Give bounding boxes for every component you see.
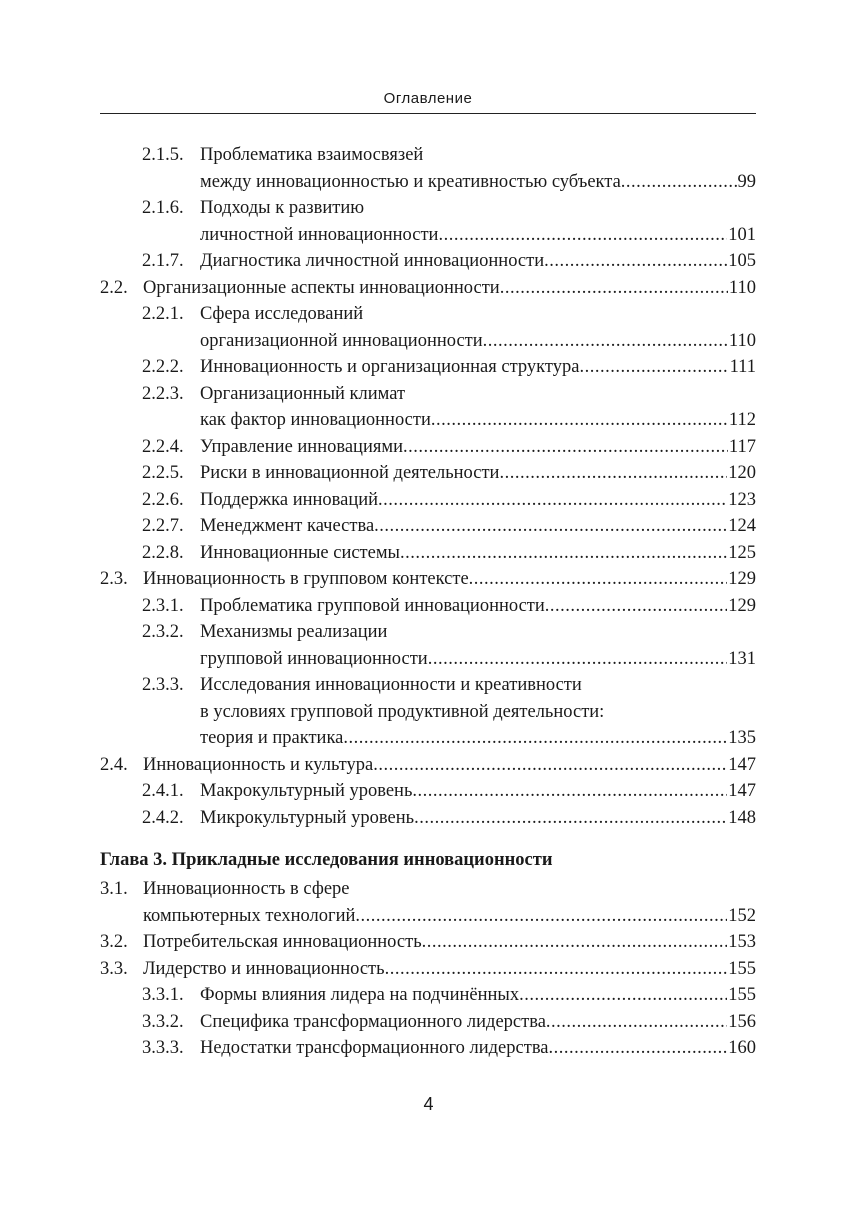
toc-entry-title-line: теория и практика bbox=[200, 728, 344, 748]
toc-entry-title-line: групповой инновационности bbox=[200, 648, 428, 669]
leader-dots bbox=[428, 646, 728, 673]
leader-dots bbox=[403, 434, 728, 461]
toc-entry-title-line: Риски в инновационной деятельности bbox=[200, 463, 500, 483]
toc-entry-page: 111 bbox=[729, 357, 756, 377]
toc-entry bbox=[100, 1035, 756, 1062]
leader-dots bbox=[414, 805, 727, 832]
toc-entry bbox=[100, 487, 756, 514]
toc-entry-title-line: Потребительская инновационность bbox=[143, 932, 422, 952]
toc-entry-number: 2.4.2. bbox=[142, 807, 184, 828]
toc-entry bbox=[100, 142, 756, 195]
toc-entry-number: 2.4.1. bbox=[142, 781, 184, 801]
toc-entry bbox=[100, 593, 756, 620]
toc-entry bbox=[100, 566, 756, 593]
toc-entry-page: 152 bbox=[728, 905, 756, 926]
toc-entry bbox=[100, 248, 756, 275]
toc-entry-page: 148 bbox=[728, 807, 756, 828]
toc-entry-number: 2.2.4. bbox=[142, 436, 184, 457]
toc-entry-page: 135 bbox=[728, 728, 756, 748]
toc-entry-number: 2.4. bbox=[100, 754, 128, 775]
toc-entry-number: 2.2.8. bbox=[142, 542, 184, 563]
toc-entry-title-line: организационной инновационности bbox=[200, 330, 483, 351]
toc-entry bbox=[100, 301, 756, 354]
leader-dots bbox=[374, 513, 727, 540]
toc-entry-page: 110 bbox=[728, 330, 756, 351]
toc-entry bbox=[100, 195, 756, 248]
leader-dots bbox=[412, 778, 727, 805]
toc-entry-page: 120 bbox=[728, 463, 756, 483]
toc-entry bbox=[100, 354, 756, 381]
toc-entry-title-line: между инновационностью и креативностью субъекта bbox=[200, 171, 621, 192]
toc-entry-number: 2.2.3. bbox=[142, 383, 184, 404]
toc-entry-title-line: как фактор инновационности bbox=[200, 410, 431, 430]
toc-entry-title-line: компьютерных технологий bbox=[143, 905, 356, 926]
toc-entry bbox=[100, 460, 756, 487]
leader-dots bbox=[545, 593, 727, 620]
toc-entry bbox=[100, 805, 756, 832]
toc-entry-page: 129 bbox=[728, 595, 756, 616]
toc-entry bbox=[100, 876, 756, 929]
leader-dots bbox=[549, 1035, 728, 1062]
toc-entry-number: 2.3.2. bbox=[142, 622, 184, 642]
toc-entry bbox=[100, 540, 756, 567]
toc-entry bbox=[100, 619, 756, 672]
chapter-heading: Глава 3. Прикладные исследования инновационности bbox=[100, 850, 553, 870]
toc-entry-page: 156 bbox=[728, 1011, 756, 1032]
toc-entry-title-line: Недостатки трансформационного лидерства bbox=[200, 1038, 549, 1058]
toc-entry-number: 3.3. bbox=[100, 958, 128, 979]
toc-entry-title-line: Организационный климат bbox=[200, 383, 406, 404]
toc-entry-title-line: Проблематика взаимосвязей bbox=[200, 145, 424, 165]
toc-entry-title-line: Подходы к развитию bbox=[200, 198, 365, 218]
leader-dots bbox=[431, 407, 728, 434]
toc-entry-title-line: Исследования инновационности и креативности bbox=[200, 675, 582, 695]
toc-entry-number: 2.2.2. bbox=[142, 357, 184, 377]
toc-entry bbox=[100, 672, 756, 752]
toc-entry-title-line: Инновационные системы bbox=[200, 542, 400, 563]
toc-entry-page: 147 bbox=[728, 781, 756, 801]
page-number: 4 bbox=[423, 1094, 434, 1114]
toc-entry-title-line: Специфика трансформационного лидерства bbox=[200, 1011, 546, 1032]
toc-entry-number: 3.2. bbox=[100, 932, 128, 952]
toc-entry-title-line: Инновационность и культура bbox=[143, 754, 374, 775]
toc-entry-number: 2.2.7. bbox=[142, 516, 184, 536]
toc-entry-page: 112 bbox=[728, 410, 756, 430]
leader-dots bbox=[438, 222, 727, 249]
toc-entry bbox=[100, 434, 756, 461]
leader-dots bbox=[469, 566, 728, 593]
toc-entry-number: 2.2.1. bbox=[142, 304, 184, 324]
leader-dots bbox=[343, 725, 727, 752]
toc-entry-page: 155 bbox=[728, 985, 756, 1005]
leader-dots bbox=[621, 169, 737, 196]
toc-entry-title-line: Инновационность и организационная структура bbox=[200, 357, 580, 377]
toc-entry-number: 2.1.7. bbox=[142, 251, 184, 271]
toc-entry-title-line: Формы влияния лидера на подчинённых bbox=[200, 985, 520, 1005]
toc-entry-page: 99 bbox=[737, 171, 756, 192]
toc-entry-page: 125 bbox=[728, 542, 756, 563]
toc-entry-title-line: Механизмы реализации bbox=[200, 622, 388, 642]
toc-entry bbox=[100, 929, 756, 956]
toc-entry-title-line: Сфера исследований bbox=[200, 304, 364, 324]
toc-entry-number: 3.1. bbox=[100, 879, 128, 899]
toc-entry-page: 123 bbox=[728, 489, 756, 510]
toc-entry-number: 3.3.1. bbox=[142, 985, 184, 1005]
leader-dots bbox=[519, 982, 727, 1009]
toc-entry-title-line: Инновационность в сфере bbox=[143, 879, 350, 899]
leader-dots bbox=[500, 275, 728, 302]
toc-entry-page: 129 bbox=[728, 569, 756, 589]
toc-entry-number: 2.2.6. bbox=[142, 489, 184, 510]
toc-entry-page: 124 bbox=[728, 516, 756, 536]
toc-entry-title-line: Проблематика групповой инновационности bbox=[200, 595, 545, 616]
toc-entry bbox=[100, 752, 756, 779]
toc-entry-page: 153 bbox=[728, 932, 756, 952]
toc-entry bbox=[100, 275, 756, 302]
toc-entry-page: 101 bbox=[728, 224, 756, 245]
toc-entry-number: 3.3.3. bbox=[142, 1038, 184, 1058]
toc-entry-title-line: Управление инновациями bbox=[200, 436, 403, 457]
toc-entry-page: 147 bbox=[728, 754, 756, 775]
toc-entry-number: 2.3.3. bbox=[142, 675, 184, 695]
header-rule bbox=[100, 113, 756, 114]
toc-entry-title-line: Диагностика личностной инновационности bbox=[200, 251, 545, 271]
toc-entry-title-line: Организационные аспекты инновационности bbox=[143, 277, 500, 298]
toc-entry-title-line: Микрокультурный уровень bbox=[200, 807, 415, 828]
toc-entry-title-line: Макрокультурный уровень bbox=[200, 781, 413, 801]
toc-entry-number: 2.3. bbox=[100, 569, 128, 589]
toc-entry bbox=[100, 513, 756, 540]
toc-entry-title-line: Поддержка инноваций bbox=[200, 489, 379, 510]
toc-entry-page: 105 bbox=[728, 251, 756, 271]
toc-entry-number: 2.2. bbox=[100, 277, 128, 298]
toc-entry bbox=[100, 381, 756, 434]
toc-entry bbox=[100, 1009, 756, 1036]
toc-entry bbox=[100, 778, 756, 805]
leader-dots bbox=[579, 354, 728, 381]
toc-entry-title-line: в условиях групповой продуктивной деятельности: bbox=[200, 701, 605, 722]
toc-list-chapter-3 bbox=[100, 876, 756, 1062]
toc-entry-page: 160 bbox=[728, 1038, 756, 1058]
toc-entry-number: 2.3.1. bbox=[142, 595, 184, 616]
toc-entry-title-line: Лидерство и инновационность bbox=[143, 958, 385, 979]
leader-dots bbox=[499, 460, 727, 487]
toc-entry-number: 2.1.5. bbox=[142, 145, 184, 165]
leader-dots bbox=[483, 328, 728, 355]
toc-entry-page: 155 bbox=[728, 958, 756, 979]
toc-entry-page: 110 bbox=[728, 277, 756, 298]
toc-list bbox=[100, 142, 756, 831]
leader-dots bbox=[385, 956, 728, 983]
toc-entry-page: 131 bbox=[728, 648, 756, 669]
toc-entry-title-line: Менеджмент качества bbox=[200, 516, 375, 536]
toc-entry-number: 3.3.2. bbox=[142, 1011, 184, 1032]
leader-dots bbox=[422, 929, 728, 956]
toc-entry-title-line: личностной инновационности bbox=[200, 224, 439, 245]
toc-entry-title-line: Инновационность в групповом контексте bbox=[143, 569, 469, 589]
toc-entry bbox=[100, 956, 756, 983]
toc-entry-page: 117 bbox=[728, 436, 756, 457]
leader-dots bbox=[355, 903, 727, 930]
toc-entry-number: 2.1.6. bbox=[142, 198, 184, 218]
leader-dots bbox=[400, 540, 727, 567]
leader-dots bbox=[373, 752, 727, 779]
running-head: Оглавление bbox=[383, 90, 473, 107]
leader-dots bbox=[546, 1009, 727, 1036]
toc-entry-number: 2.2.5. bbox=[142, 463, 184, 483]
leader-dots bbox=[544, 248, 727, 275]
leader-dots bbox=[378, 487, 727, 514]
toc-entry bbox=[100, 982, 756, 1009]
